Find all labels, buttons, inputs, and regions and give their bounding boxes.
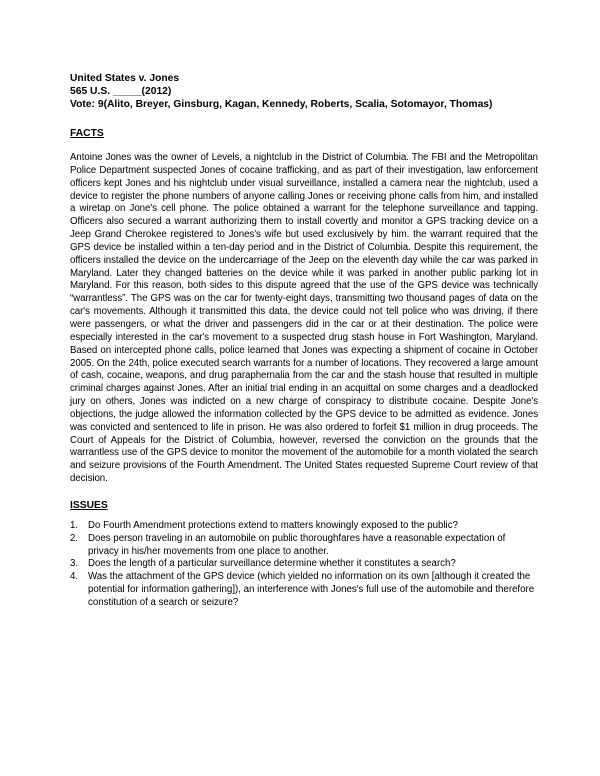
case-name: United States v. Jones	[70, 73, 180, 84]
facts-paragraph: Antoine Jones was the owner of Levels, a nightclub in the District of Columbia. The FBI and the Metropolitan Police Department suspected Jones of cocaine trafficking, and as part of their investigation, law enforcement officers kept Jones and his nightclub under visual surveillance, installed a camera near the nightclub, used a device to register the phone numbers of anyone calling Jones or receiving phone calls from him, and installed a wiretap on Jone's cell phone. The police obtained a warrant for the telephone surveillance and tapping. Officers also secured a warrant authorizing them to install covertly and monitor a GPS tracking device on a Jeep Grand Cherokee registered to Jones's wife but used exclusively by him. the warrant required that the GPS device be installed within a ten-day period and in the District of Columbia. Despite this requirement, the officers installed the device on the undercarriage of the Jeep on the eleventh day while the car was parked in Maryland. Later they changed batteries on the device while it was parked in another public parking lot in Maryland. For this reason, both sides to this dispute agreed that the use of the GPS device was technically “warrantless”. The GPS was on the car for twenty-eight days, transmitting two thousand pages of data on the car's movements. Although it transmitted this data, the device could not tell police who was driving, if there were passengers, or what the driver and passengers did in the car or at their destination. The police were especially interested in the car's movement to a suspected drug stash house in Fort Washington, Maryland. Based on intercepted phone calls, police learned that Jones was expecting a shipment of cocaine in October 2005. On the 24th, police executed search warrants for a number of locations. They recovered a large amount of cash, cocaine, weapons, and drug paraphernalia from the car and the stash house that resulted in multiple criminal charges against Jones. After an initial trial ending in an acquittal on some charges and a deadlocked jury on others, Jones was indicted on a new charge of conspiracy to distribute cocaine. Despite Jone's objections, the judge allowed the information collected by the GPS device to be admitted as evidence. Jones was convicted and sentenced to life in prison. He was also ordered to forfeit $1 million in drug proceeds. The Court of Appeals for the District of Columbia, however, reversed the conviction on the grounds that the warrantless use of the GPS device to monitor the movement of the automobile for a month violated the search and seizure provisions of the Fourth Amendment. The United States requested Supreme Court review of that decision.	[70, 152, 538, 485]
document-page	[70, 72, 538, 610]
issue-item	[70, 558, 538, 571]
issue-item	[70, 533, 538, 559]
issue-number: 4.	[70, 571, 79, 583]
issues-heading: ISSUES	[70, 499, 108, 511]
issue-item	[70, 520, 538, 533]
issue-text: Do Fourth Amendment protections extend to matters knowingly exposed to the public?	[88, 519, 458, 531]
vote-line: Vote: 9(Alito, Breyer, Ginsburg, Kagan, Kennedy, Roberts, Scalia, Sotomayor, Thomas)	[70, 99, 493, 110]
issues-list	[70, 520, 538, 610]
case-citation: 565 U.S. _____(2012)	[70, 86, 172, 97]
issue-number: 1.	[70, 519, 79, 531]
issue-text: Does the length of a particular surveillance determine whether it constitutes a search?	[88, 558, 456, 570]
issue-number: 2.	[70, 532, 79, 544]
issue-number: 3.	[70, 558, 79, 570]
issue-text: Does person traveling in an automobile on public thoroughfares have a reasonable expectation of privacy in his/her movements from one place to another.	[88, 532, 506, 557]
issue-text: Was the attachment of the GPS device (which yielded no information on its own [although it created the potential for information gathering]), an interference with Jones's full use of the automobile and therefore constitution of a search or seizure?	[88, 571, 535, 608]
issue-item	[70, 571, 538, 610]
facts-heading: FACTS	[70, 128, 104, 139]
